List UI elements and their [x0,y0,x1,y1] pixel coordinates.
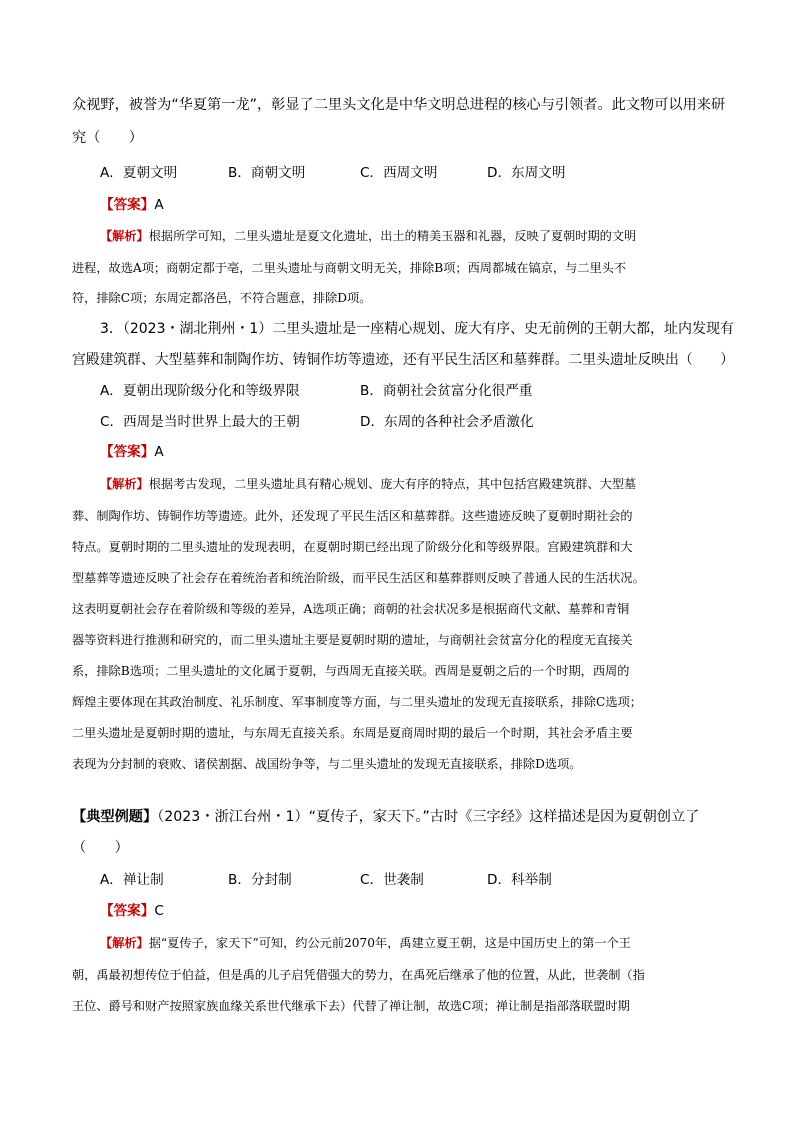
q3-option-a[interactable]: A．夏朝出现阶级分化和等级界限 [100,383,300,399]
answer-tag: 【答案】 [100,444,155,460]
example-stem-line-2: （ ） [72,840,129,856]
answer-value: C [154,903,164,919]
example-stem-text: （2023・浙江台州・1）“夏传子，家天下。”古时《三字经》这样描述是因为夏朝创立了 [157,809,700,825]
answer-tag: 【答案】 [100,903,155,919]
q3-analysis-line-10: 表现为分封制的衰败、诸侯割据、战国纷争等，与二里头遗址的发现无直接联系，排除D选项。 [72,757,582,771]
answer-value: A [154,197,164,213]
q2-option-a[interactable]: A．夏朝文明 [100,165,178,181]
q3-stem-line-1: 3．（2023・湖北荆州・1）二里头遗址是一座精心规划、庞大有序、史无前例的王朝大都，址内发现有 [100,321,735,337]
q3-analysis-line-2: 葬、制陶作坊、铸铜作坊等遗迹。此外，还发现了平民生活区和墓葬群。这些遗迹反映了夏朝时期社会的 [72,509,633,523]
example-analysis-line-3: 王位、爵号和财产按照家族血缘关系世代继承下去）代替了禅让制，故选C项；禅让制是指部落联盟时期 [72,999,630,1013]
q2-stem-line-2: 究（ ） [72,130,143,146]
analysis-text: 根据考古发现，二里头遗址具有精心规划、庞大有序的特点，其中包括宫殿建筑群、大型墓 [148,477,637,491]
q3-stem-line-2: 宫殿建筑群、大型墓葬和制陶作坊、铸铜作坊等遗迹，还有平民生活区和墓葬群。二里头遗址反映出（ ） [72,352,735,368]
q2-option-d[interactable]: D．东周文明 [487,165,566,181]
q2-answer [100,195,164,215]
answer-tag: 【答案】 [100,197,155,213]
q3-option-d[interactable]: D．东周的各种社会矛盾激化 [360,414,534,430]
q3-answer [100,442,164,462]
example-option-b[interactable]: B．分封制 [228,872,292,888]
q3-analysis-line-9: 二里头遗址是夏朝时期的遗址，与东周无直接关系。东周是夏商周时期的最后一个时期，其社会矛盾主要 [72,726,633,740]
example-stem-line-1 [72,807,699,827]
q2-option-b[interactable]: B．商朝文明 [228,165,306,181]
analysis-tag: 【解析】 [100,477,149,491]
q3-analysis-line-6: 器等资料进行推测和研究的，而二里头遗址主要是夏朝时期的遗址，与商朝社会贫富分化的程度无直接关 [72,633,633,647]
q3-analysis-line-4: 型墓葬等遗迹反映了社会存在着统治者和统治阶级，而平民生活区和墓葬群则反映了普通人民的生活状况。 [72,571,645,585]
q3-analysis-line-3: 特点。夏朝时期的二里头遗址的发现表明，在夏朝时期已经出现了阶级分化和等级界限。宫殿建筑群和大 [72,540,633,554]
q3-analysis-line-8: 辉煌主要体现在其政治制度、礼乐制度、军事制度等方面，与二里头遗址的发现无直接联系，排除C选项； [72,695,642,709]
q3-option-b[interactable]: B．商朝社会贫富分化很严重 [360,383,533,399]
q2-analysis-line-2: 进程，故选A项；商朝定都于亳，二里头遗址与商朝文明无关，排除B项；西周都城在镐京，与二里头不 [72,261,627,275]
q2-analysis-line-1 [100,226,636,246]
q3-analysis-line-1 [100,474,636,494]
example-analysis-line-2: 朝，禹最初想传位于伯益，但是禹的儿子启凭借强大的势力，在禹死后继承了他的位置，从此，世袭制（指 [72,968,645,982]
q2-stem-line-1: 众视野，被誉为“华夏第一龙”，彰显了二里头文化是中华文明总进程的核心与引领者。此文物可以用来研 [72,97,726,113]
analysis-text: 据“夏传子，家天下”可知，约公元前2070年，禹建立夏王朝，这是中国历史上的第一个王 [148,936,631,950]
q2-option-c[interactable]: C．西周文明 [360,165,438,181]
example-tag: 【典型例题】 [72,809,158,825]
example-answer [100,901,164,921]
q3-option-c[interactable]: C．西周是当时世界上最大的王朝 [100,414,300,430]
example-option-a[interactable]: A．禅让制 [100,872,164,888]
example-option-d[interactable]: D．科举制 [487,872,552,888]
answer-value: A [154,444,164,460]
q3-analysis-line-5: 这表明夏朝社会存在着阶级和等级的差异，A选项正确；商朝的社会状况多是根据商代文献、墓葬和青铜 [72,602,630,616]
analysis-tag: 【解析】 [100,936,149,950]
example-option-c[interactable]: C．世袭制 [360,872,424,888]
analysis-text: 根据所学可知，二里头遗址是夏文化遗址，出土的精美玉器和礼器，反映了夏朝时期的文明 [148,229,637,243]
example-analysis-line-1 [100,933,631,953]
q3-analysis-line-7: 系，排除B选项；二里头遗址的文化属于夏朝，与西周无直接关联。西周是夏朝之后的一个时期，西周的 [72,664,630,678]
analysis-tag: 【解析】 [100,229,149,243]
q2-analysis-line-3: 符，排除C项；东周定都洛邑，不符合题意，排除D项。 [72,291,372,305]
